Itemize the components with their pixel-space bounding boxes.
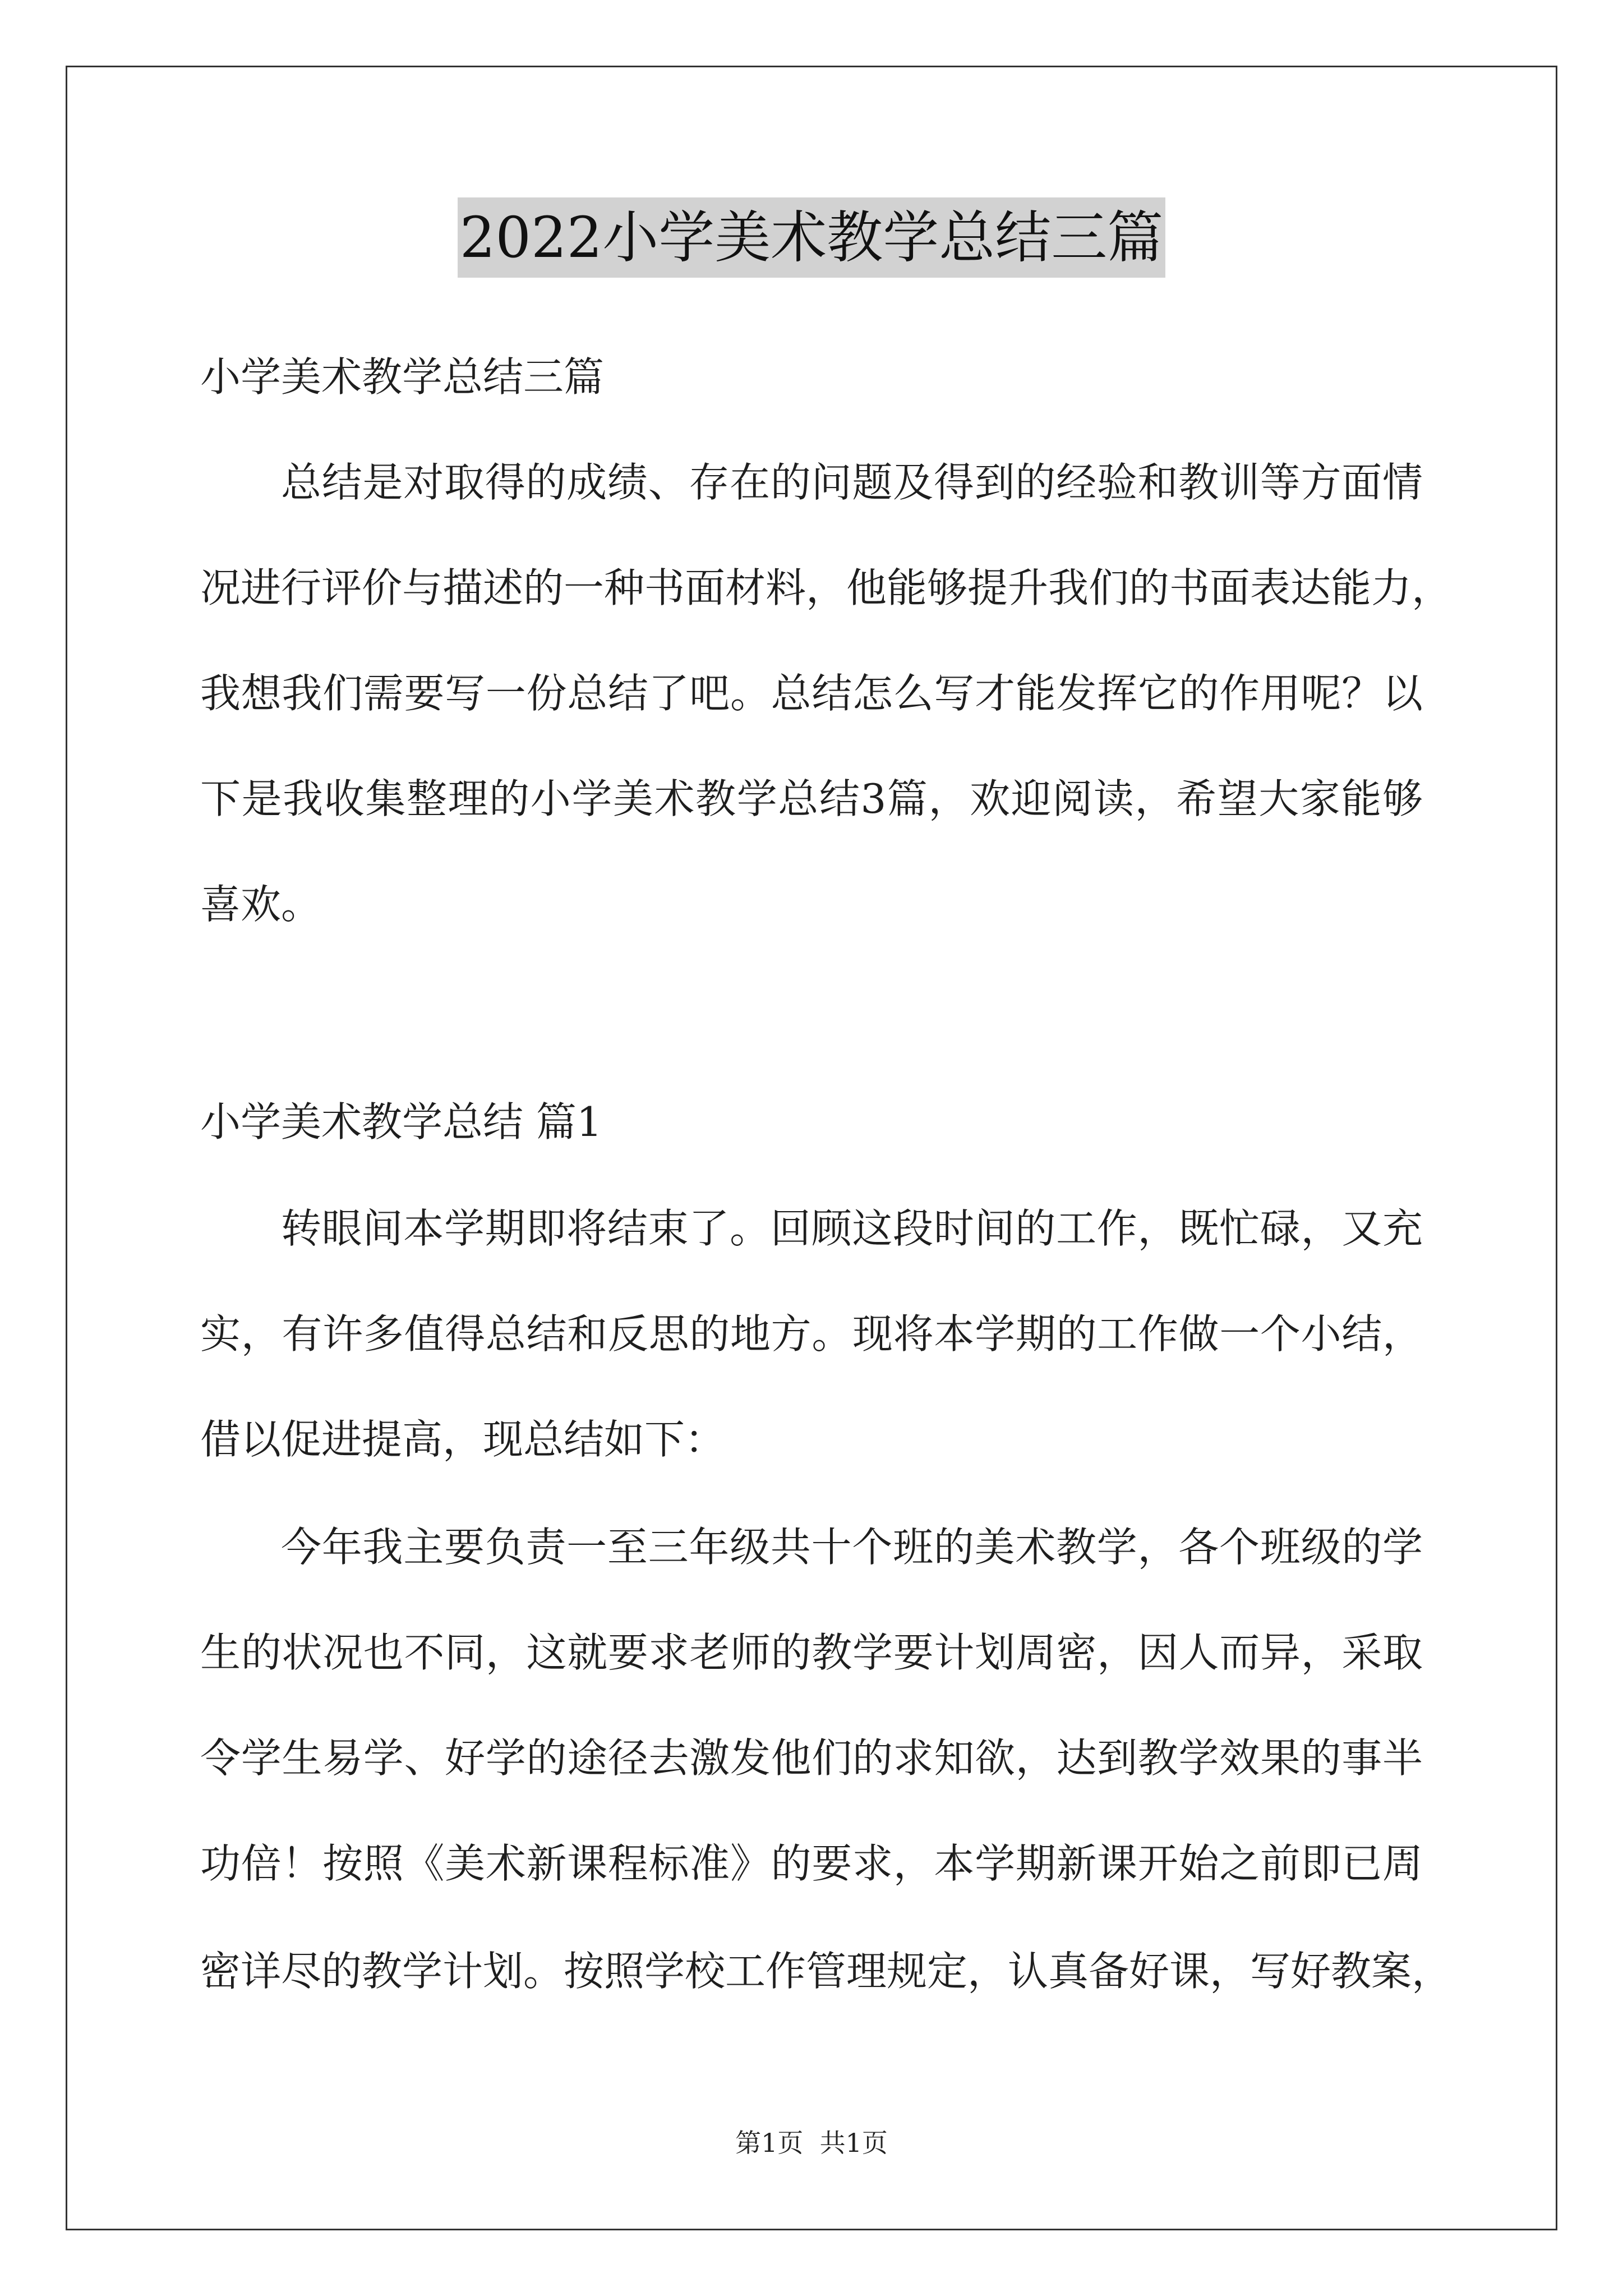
paragraph-line: 生的状况也不同，这就要求老师的教学要计划周密，因人而异，采取 <box>200 1629 1423 1676</box>
document-title: 2022小学美术教学总结三篇 <box>458 197 1166 278</box>
paragraph-line: 今年我主要负责一至三年级共十个班的美术教学，各个班级的学 <box>281 1524 1423 1571</box>
title-container <box>0 197 1623 278</box>
section-heading: 小学美术教学总结 篇1 <box>200 1098 602 1145</box>
paragraph-line: 借以促进提高，现总结如下： <box>200 1416 726 1463</box>
document-subtitle: 小学美术教学总结三篇 <box>200 353 605 401</box>
intro-line: 下是我收集整理的小学美术教学总结3篇，欢迎阅读，希望大家能够 <box>200 775 1423 822</box>
paragraph-line: 转眼间本学期即将结束了。回顾这段时间的工作，既忙碌，又充 <box>281 1205 1423 1252</box>
page-number-footer: 第1页 共1页 <box>735 2128 888 2158</box>
intro-line: 况进行评价与描述的一种书面材料，他能够提升我们的书面表达能力， <box>200 564 1453 611</box>
intro-line: 总结是对取得的成绩、存在的问题及得到的经验和教训等方面情 <box>281 459 1423 506</box>
paragraph-line: 令学生易学、好学的途径去激发他们的求知欲，达到教学效果的事半 <box>200 1734 1423 1782</box>
intro-line: 喜欢。 <box>200 881 322 928</box>
paragraph-line: 实，有许多值得总结和反思的地方。现将本学期的工作做一个小结， <box>200 1310 1423 1358</box>
intro-line: 我想我们需要写一份总结了吧。总结怎么写才能发挥它的作用呢？以 <box>200 670 1423 717</box>
paragraph-line: 密详尽的教学计划。按照学校工作管理规定，认真备好课，写好教案， <box>200 1948 1453 1995</box>
paragraph-line: 功倍！按照《美术新课程标准》的要求，本学期新课开始之前即已周 <box>200 1840 1423 1887</box>
